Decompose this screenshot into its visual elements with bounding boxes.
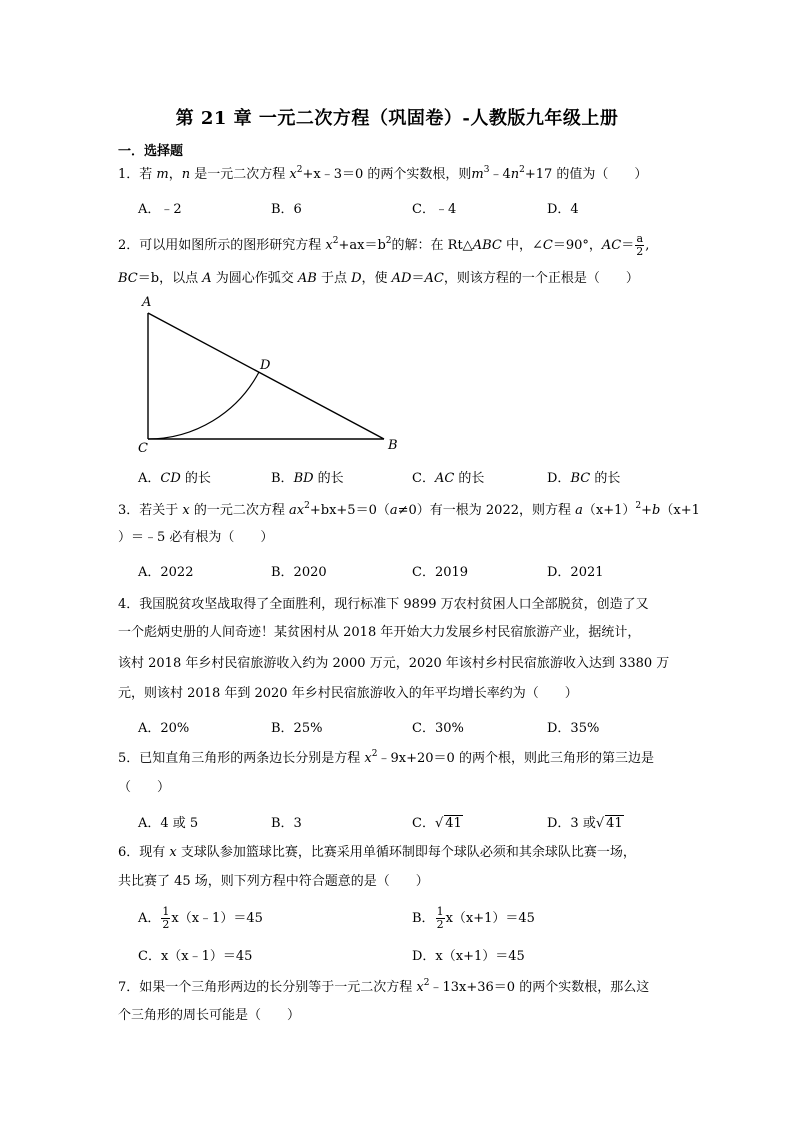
question-2-line-2: BC＝b，以点 A 为圆心作弧交 AB 于点 D，使 AD＝AC，则该方程的一个正根是（ ） (118, 271, 639, 286)
arc-cd (148, 372, 259, 439)
question-6-line-1: 6．现有 x 支球队参加篮球比赛，比赛采用单循环制即每个球队必须和其余球队比赛一场， (118, 845, 636, 860)
question-3-options (138, 561, 678, 579)
label-b: B (388, 438, 398, 453)
q6-option-a[interactable]: A． $\frac{1}{2}$ x（x﹣1）＝45 (138, 905, 263, 931)
q3-option-c[interactable]: C．2019 (412, 565, 469, 580)
q1-option-d[interactable]: D．4 (547, 202, 579, 217)
q4-option-c[interactable]: C．30% (412, 721, 464, 736)
q6-option-b[interactable]: B． $\frac{1}{2}$ x（x+1）＝45 (412, 905, 535, 931)
q3-option-a[interactable]: A．2022 (138, 565, 194, 580)
question-7-line-1: 7．如果一个三角形两边的长分别等于一元二次方程 $x^2﹣13x+36=0$ 的两个实数根，那么这 (118, 978, 650, 995)
q6-option-d[interactable]: D．x（x+1）＝45 (412, 949, 525, 964)
q5-option-d[interactable]: D．3 或√ 41 (547, 816, 623, 831)
q4-option-a[interactable]: A．20% (138, 721, 190, 736)
question-4-line-4: 元，则该村 2018 年到 2020 年乡村民宿旅游收入的年平均增长率约为（ ） (118, 686, 578, 701)
sqrt-symbol-icon: √ (434, 816, 444, 831)
q4-option-d[interactable]: D．35% (547, 721, 600, 736)
q6-option-c[interactable]: C．x（x﹣1）＝45 (138, 949, 253, 964)
q1-option-b[interactable]: B．6 (271, 202, 302, 217)
question-6-line-2: 共比赛了 45 场，则下列方程中符合题意的是（ ） (118, 874, 429, 889)
question-5-options (138, 812, 678, 830)
question-6-options-row-2 (138, 945, 678, 963)
question-1: 1．若 m，n 是一元二次方程 $x^2+x﹣3=0$ 的两个实数根，则$m^3﹣4n^2+17$ 的值为（ ） (118, 165, 648, 182)
section-heading: 一．选择题 (118, 144, 184, 159)
question-4-line-3: 该村 2018 年乡村民宿旅游收入约为 2000 万元，2020 年该村乡村民宿旅游收入达到 3380 万 (118, 656, 670, 671)
q5-option-b[interactable]: B．3 (271, 816, 302, 831)
q3-option-d[interactable]: D．2021 (547, 565, 604, 580)
label-a: A (142, 295, 152, 310)
question-1-options (138, 198, 678, 216)
question-4-line-2: 一个彪炳史册的人间奇迹！某贫困村从 2018 年开始大力发展乡村民宿旅游产业，据统计， (118, 625, 641, 640)
question-4-line-1: 4．我国脱贫攻坚战取得了全面胜利，现行标准下 9899 万农村贫困人口全部脱贫，创造了又 (118, 597, 649, 612)
q2-option-a[interactable]: A．CD 的长 (138, 471, 211, 486)
q4-option-b[interactable]: B．25% (271, 721, 323, 736)
q2-option-d[interactable]: D．BC 的长 (547, 471, 621, 486)
question-3-line-2: ）＝﹣5 必有根为（ ） (118, 530, 274, 545)
q5-option-a[interactable]: A．4 或 5 (138, 816, 199, 831)
question-3-line-1: 3．若关于 x 的一元二次方程 $ax^2+bx+5=0(a\ne 0)$有一根为 2022，则方程 $a(x+1)^2+b(x+1$ (118, 501, 700, 518)
q5-option-c[interactable]: C．√ 41 (412, 816, 462, 831)
q3-option-b[interactable]: B．2020 (271, 565, 327, 580)
question-5-line-2: （ ） (118, 780, 171, 795)
fraction-a-over-2: $\frac{a}{2}$ (636, 232, 644, 258)
question-2-line-1: 2．可以用如图所示的图形研究方程 $x^2+ax=b^2$的解：在 Rt△ABC 中，∠C＝90°，AC＝ $\frac{a}{2}$ , (118, 232, 650, 258)
question-2-options (138, 467, 678, 485)
question-6-options-row-1 (138, 906, 678, 930)
question-5-line-1: 5．已知直角三角形的两条边长分别是方程 $x^2﹣9x+20=0$ 的两个根，则此三角形的第三边是 (118, 749, 654, 766)
question-4-options (138, 717, 678, 735)
triangle-figure (136, 295, 406, 460)
label-c: C (138, 441, 148, 456)
label-d: D (260, 358, 271, 373)
q2-option-c[interactable]: C．AC 的长 (412, 471, 485, 486)
page-title: 第 21 章 一元二次方程（巩固卷）-人教版九年级上册 (175, 108, 619, 129)
q1-option-c[interactable]: C．﹣4 (412, 202, 457, 217)
side-ab (148, 313, 384, 439)
question-7-line-2: 个三角形的周长可能是（ ） (118, 1008, 301, 1023)
sqrt-symbol-icon: √ (595, 816, 605, 831)
q2-option-b[interactable]: B．BD 的长 (271, 471, 344, 486)
q1-option-a[interactable]: A．﹣2 (138, 202, 182, 217)
triangle-diagram (136, 295, 406, 460)
